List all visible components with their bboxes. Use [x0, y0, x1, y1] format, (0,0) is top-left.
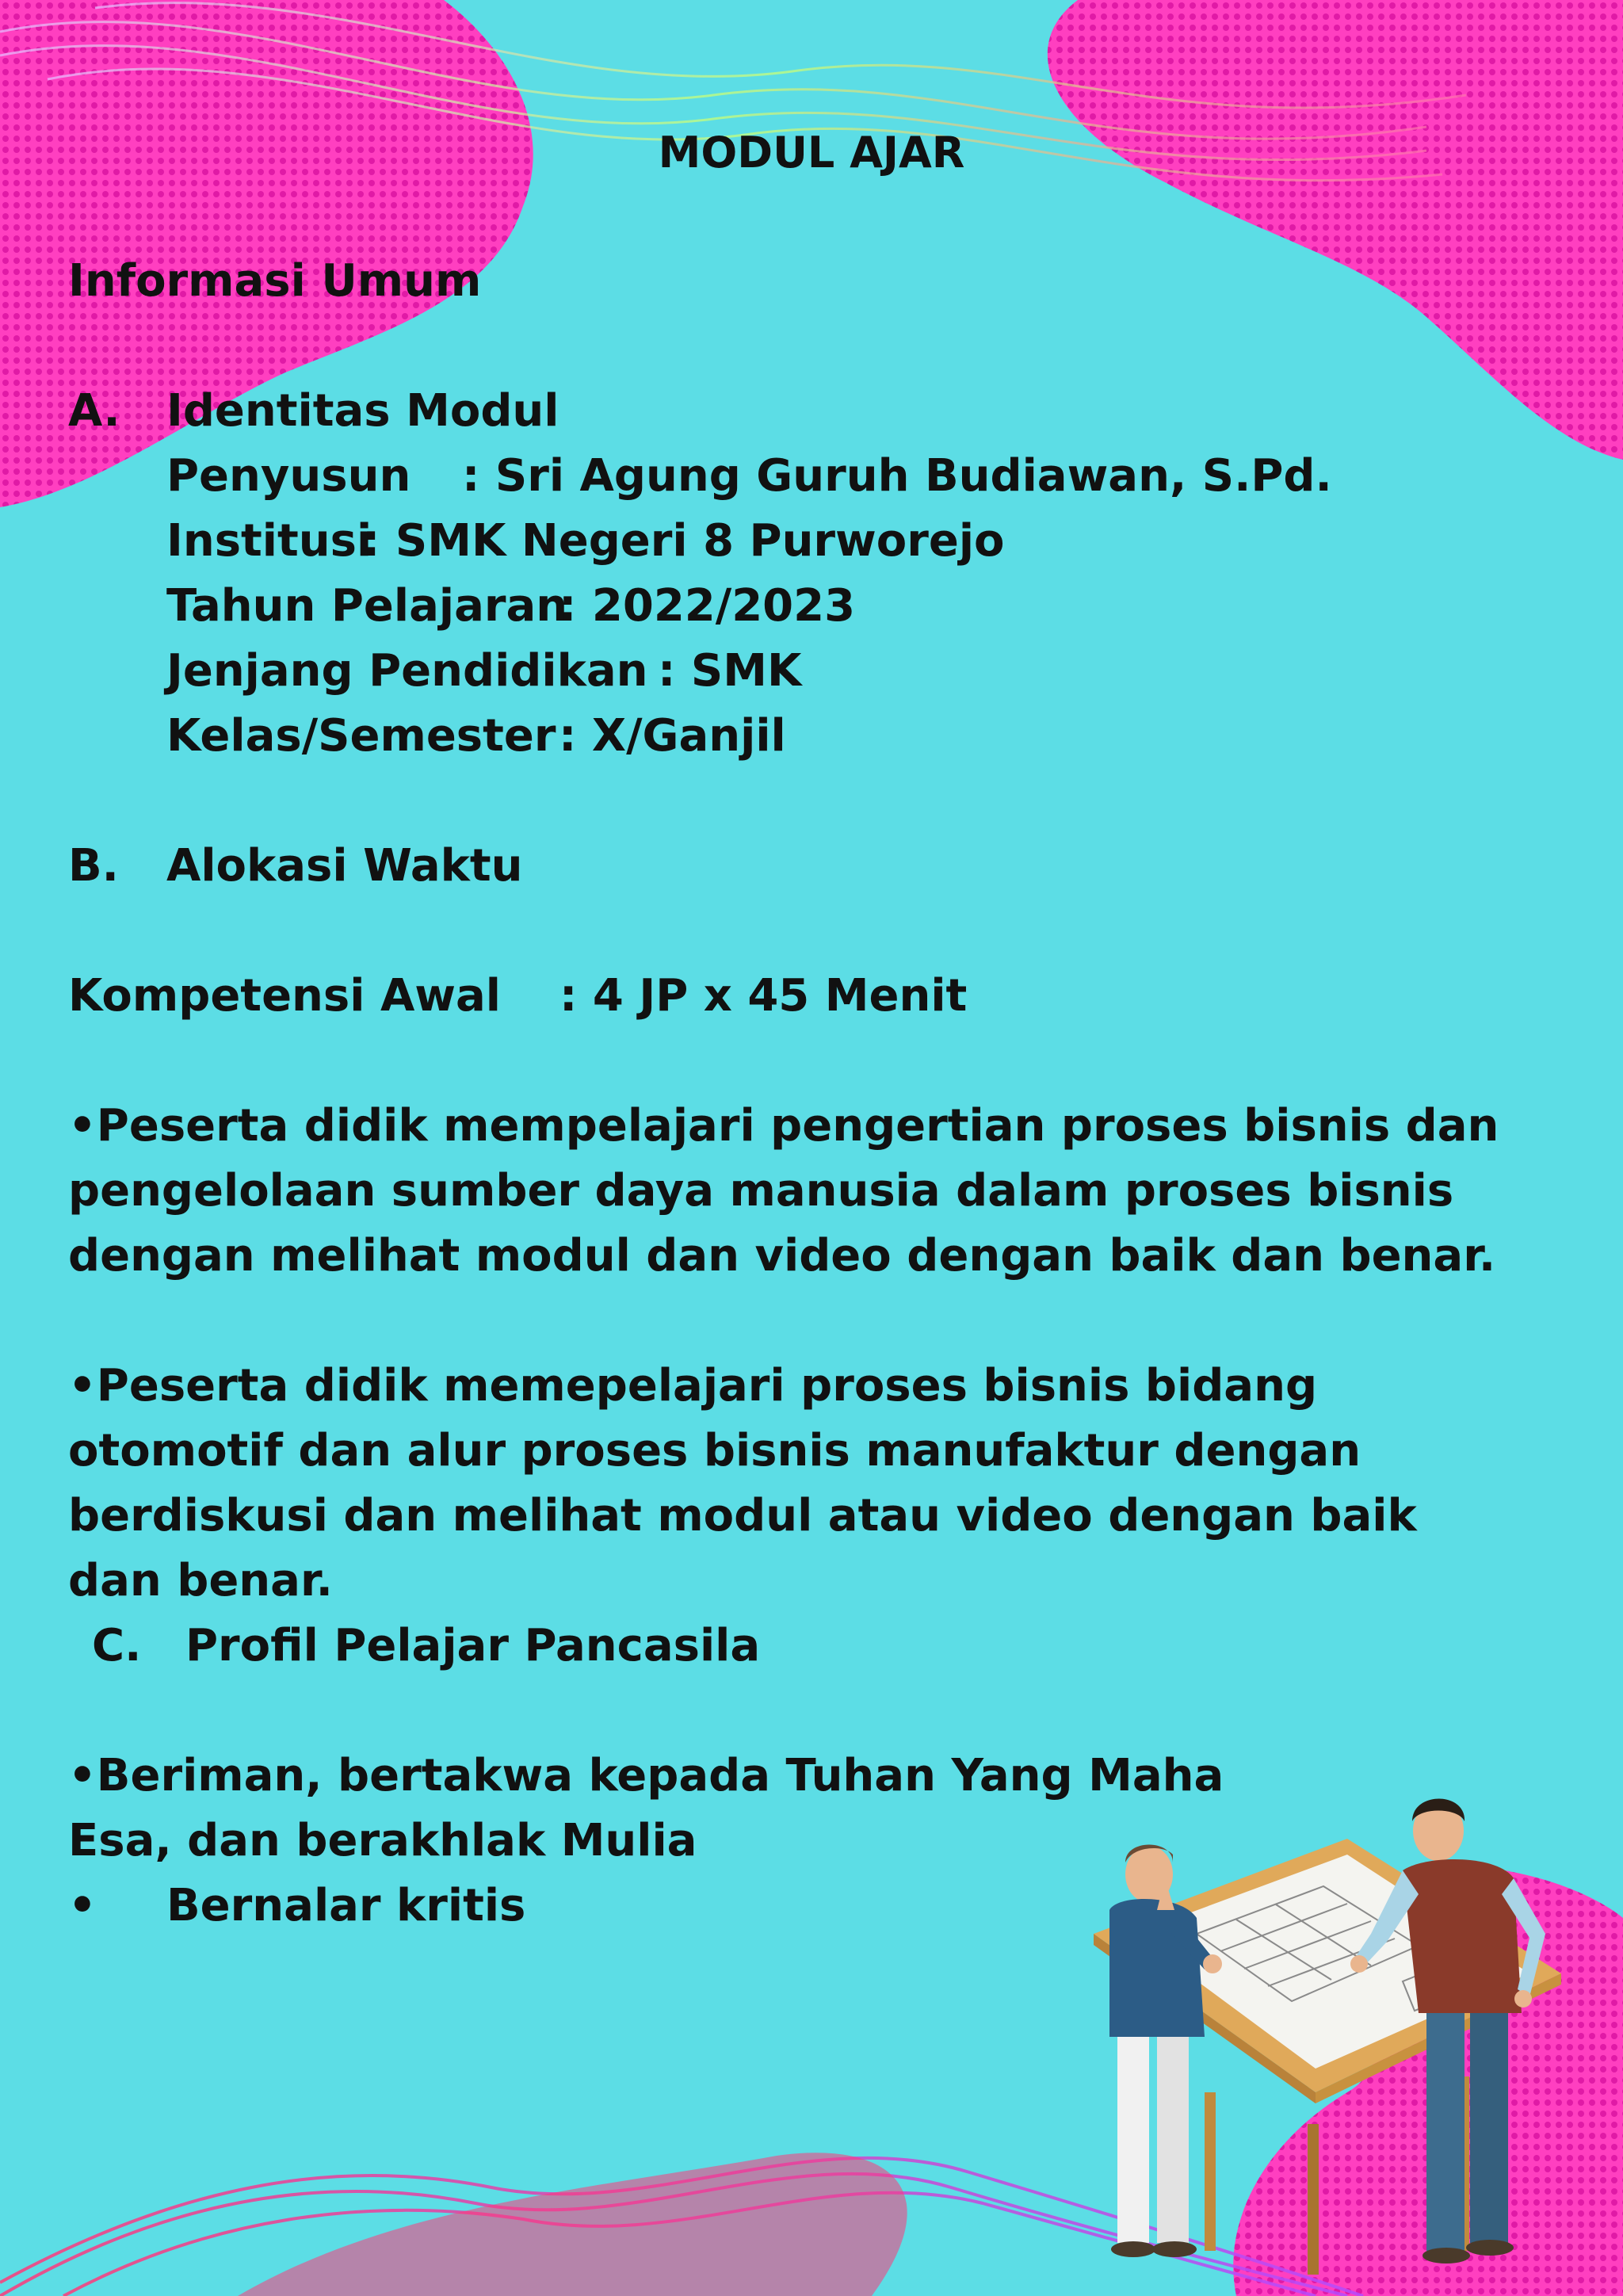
identity-value: : Sri Agung Guruh Budiawan, S.Pd.	[462, 450, 1332, 502]
section-a-heading: Identitas Modul	[166, 385, 559, 437]
identity-label: Institusi	[166, 515, 372, 567]
section-a-marker: A.	[68, 385, 120, 437]
identity-value: : 2022/2023	[559, 580, 856, 632]
competence-label: Kompetensi Awal	[68, 970, 501, 1022]
identity-row-institution	[166, 509, 1005, 574]
identity-label: Jenjang Pendidikan	[166, 645, 648, 697]
section-c-marker: C.	[92, 1620, 142, 1671]
profile-bullet-2-marker: •	[68, 1880, 97, 1931]
document-title: MODUL AJAR	[658, 128, 965, 178]
competence-bullet-1: •Peserta didik mempelajari pengertian proses bisnis dan pengelolaan sumber daya manusia dalam proses bisnis dengan melihat modul dan video dengan baik dan benar.	[68, 1100, 1499, 1282]
identity-row-class-semester	[166, 704, 786, 769]
identity-row-compiler	[166, 444, 1332, 509]
identity-value: : X/Ganjil	[559, 710, 786, 762]
engineers-drafting-illustration	[1086, 1775, 1577, 2283]
identity-value: : SMK Negeri 8 Purworejo	[362, 515, 1005, 567]
competence-row	[68, 964, 967, 1029]
identity-row-school-year	[166, 574, 855, 639]
general-info-heading: Informasi Umum	[68, 255, 482, 307]
competence-value: : 4 JP x 45 Menit	[559, 970, 968, 1022]
section-c-heading: Profil Pelajar Pancasila	[185, 1620, 761, 1671]
competence-bullet-2: •Peserta didik memepelajari proses bisnis bidang otomotif dan alur proses bisnis manufaktur dengan berdiskusi dan melihat modul atau video dengan baik dan benar.	[68, 1360, 1417, 1606]
profile-bullet-2-text: Bernalar kritis	[166, 1880, 526, 1931]
identity-value: : SMK	[658, 645, 802, 697]
identity-label: Tahun Pelajaran	[166, 580, 568, 632]
identity-row-education-level	[166, 639, 801, 704]
section-b-heading: Alokasi Waktu	[166, 840, 523, 892]
profile-bullet-1: •Beriman, bertakwa kepada Tuhan Yang Maha Esa, dan berakhlak Mulia	[68, 1750, 1224, 1866]
identity-label: Kelas/Semester	[166, 710, 556, 762]
identity-label: Penyusun	[166, 450, 411, 502]
section-b-marker: B.	[68, 840, 119, 892]
